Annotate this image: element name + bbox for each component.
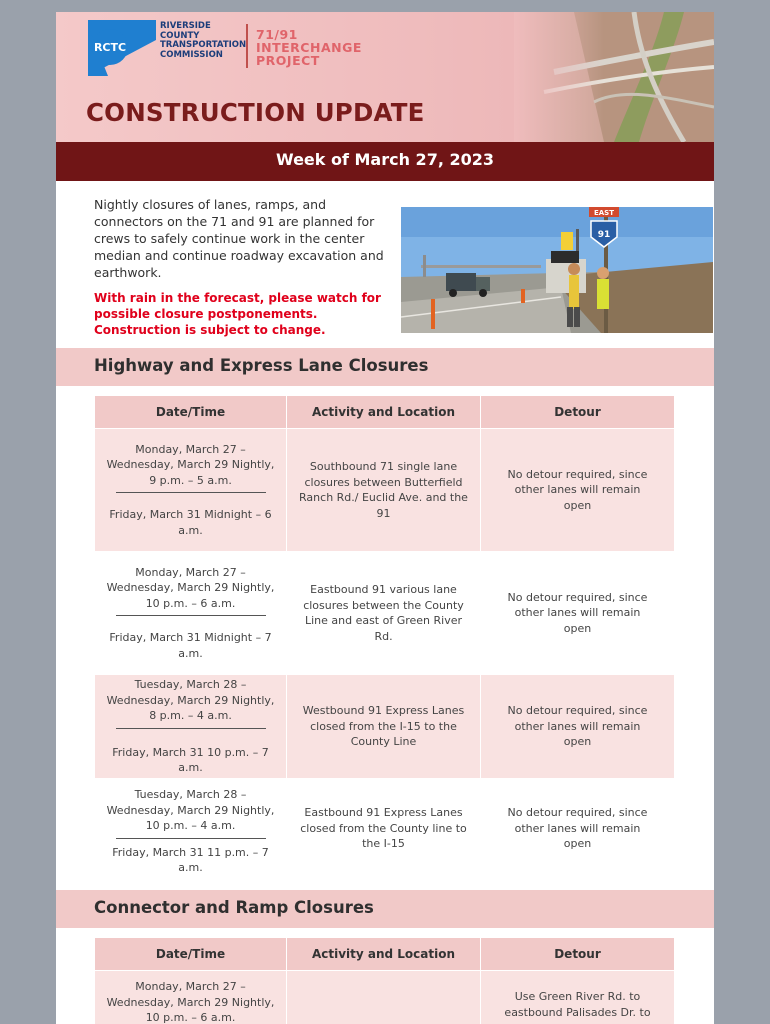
page-title: CONSTRUCTION UPDATE [86, 98, 425, 127]
activity-cell: Eastbound 91 Express Lanes closed from the County line to the I-15 [287, 779, 481, 883]
logo-acronym: RCTC [93, 41, 127, 54]
intro-text: Nightly closures of lanes, ramps, and connectors on the 71 and 91 are planned for crews to safely continue work in the center median and continue roadway excavation and earthwork. [94, 197, 384, 280]
date-range: Friday, March 31 11 p.m. – 7 a.m. [112, 845, 269, 874]
header-banner [56, 12, 714, 142]
date-cell [95, 779, 287, 883]
date-cell [95, 552, 287, 675]
activity-cell [287, 971, 481, 1024]
column-header: Detour [481, 938, 675, 971]
column-header: Detour [481, 396, 675, 429]
section-title: Highway and Express Lane Closures [94, 356, 429, 375]
table-header-row [95, 938, 675, 971]
date-cell [95, 429, 287, 552]
column-header: Date/Time [95, 938, 287, 971]
table-row [95, 779, 675, 883]
org-line: COUNTY [160, 30, 200, 41]
date-range: Monday, March 27 – Wednesday, March 29 Nightly, 10 p.m. – 6 a.m. [106, 980, 275, 1024]
project-line: 71/91 [256, 27, 298, 42]
project-line: INTERCHANGE [256, 40, 362, 55]
date-range: Tuesday, March 28 – Wednesday, March 29 Nightly, 8 p.m. – 4 a.m. [106, 678, 275, 723]
column-header: Activity and Location [287, 396, 481, 429]
construction-site-photo [401, 207, 713, 333]
detour-cell: No detour required, since other lanes will remain open [481, 675, 675, 779]
activity-cell: Southbound 71 single lane closures between Butterfield Ranch Rd./ Euclid Ave. and the 91 [287, 429, 481, 552]
org-line: COMMISSION [160, 49, 223, 60]
date-range: Monday, March 27 – Wednesday, March 29 Nightly, 10 p.m. – 6 a.m. [106, 565, 275, 610]
highway-section-header [56, 348, 714, 386]
org-line: TRANSPORTATION [160, 40, 247, 50]
table-row [95, 429, 675, 552]
date-range: Friday, March 31 Midnight – 7 a.m. [109, 631, 272, 660]
activity-cell: Eastbound 91 various lane closures between the County Line and east of Green River Rd. [287, 552, 481, 675]
table-header-row [95, 396, 675, 429]
section-title: Connector and Ramp Closures [94, 898, 374, 917]
detour-cell: No detour required, since other lanes will remain open [481, 429, 675, 552]
column-header: Date/Time [95, 396, 287, 429]
construction-update-page [56, 12, 714, 1024]
sign-east: EAST [593, 209, 615, 217]
activity-cell: Westbound 91 Express Lanes closed from the I-15 to the County Line [287, 675, 481, 779]
date-divider [116, 492, 266, 493]
date-range: Friday, March 31 Midnight – 6 a.m. [109, 508, 272, 537]
date-range: Friday, March 31 10 p.m. – 7 a.m. [112, 745, 269, 775]
project-line: PROJECT [256, 53, 320, 68]
org-line: RIVERSIDE [160, 21, 211, 31]
week-banner: Week of March 27, 2023 [56, 142, 714, 181]
sign-91: 91 [597, 230, 611, 240]
logo-divider [246, 24, 248, 68]
highway-closures-table [94, 395, 675, 883]
table-row [95, 552, 675, 675]
date-divider [116, 838, 266, 839]
rain-warning: With rain in the forecast, please watch for possible closure postponements. Construction is subject to change. [94, 291, 381, 337]
detour-cell: No detour required, since other lanes will remain open [481, 552, 675, 675]
date-range: Tuesday, March 28 – Wednesday, March 29 Nightly, 10 p.m. – 4 a.m. [106, 788, 275, 832]
connector-closures-table [94, 937, 675, 1024]
table-row [95, 675, 675, 779]
connector-section-header [56, 890, 714, 928]
column-header: Activity and Location [287, 938, 481, 971]
date-cell [95, 971, 287, 1024]
aerial-interchange-photo [514, 12, 714, 142]
project-name [256, 28, 362, 67]
date-divider [116, 728, 266, 729]
date-cell [95, 675, 287, 779]
organization-name [160, 22, 246, 60]
table-row [95, 971, 675, 1024]
detour-cell: No detour required, since other lanes will remain open [481, 779, 675, 883]
rctc-logo [88, 20, 156, 76]
date-divider [116, 615, 266, 616]
date-range: Monday, March 27 – Wednesday, March 29 Nightly, 9 p.m. – 5 a.m. [106, 442, 275, 487]
detour-cell: Use Green River Rd. to eastbound Palisades Dr. to [481, 971, 675, 1024]
